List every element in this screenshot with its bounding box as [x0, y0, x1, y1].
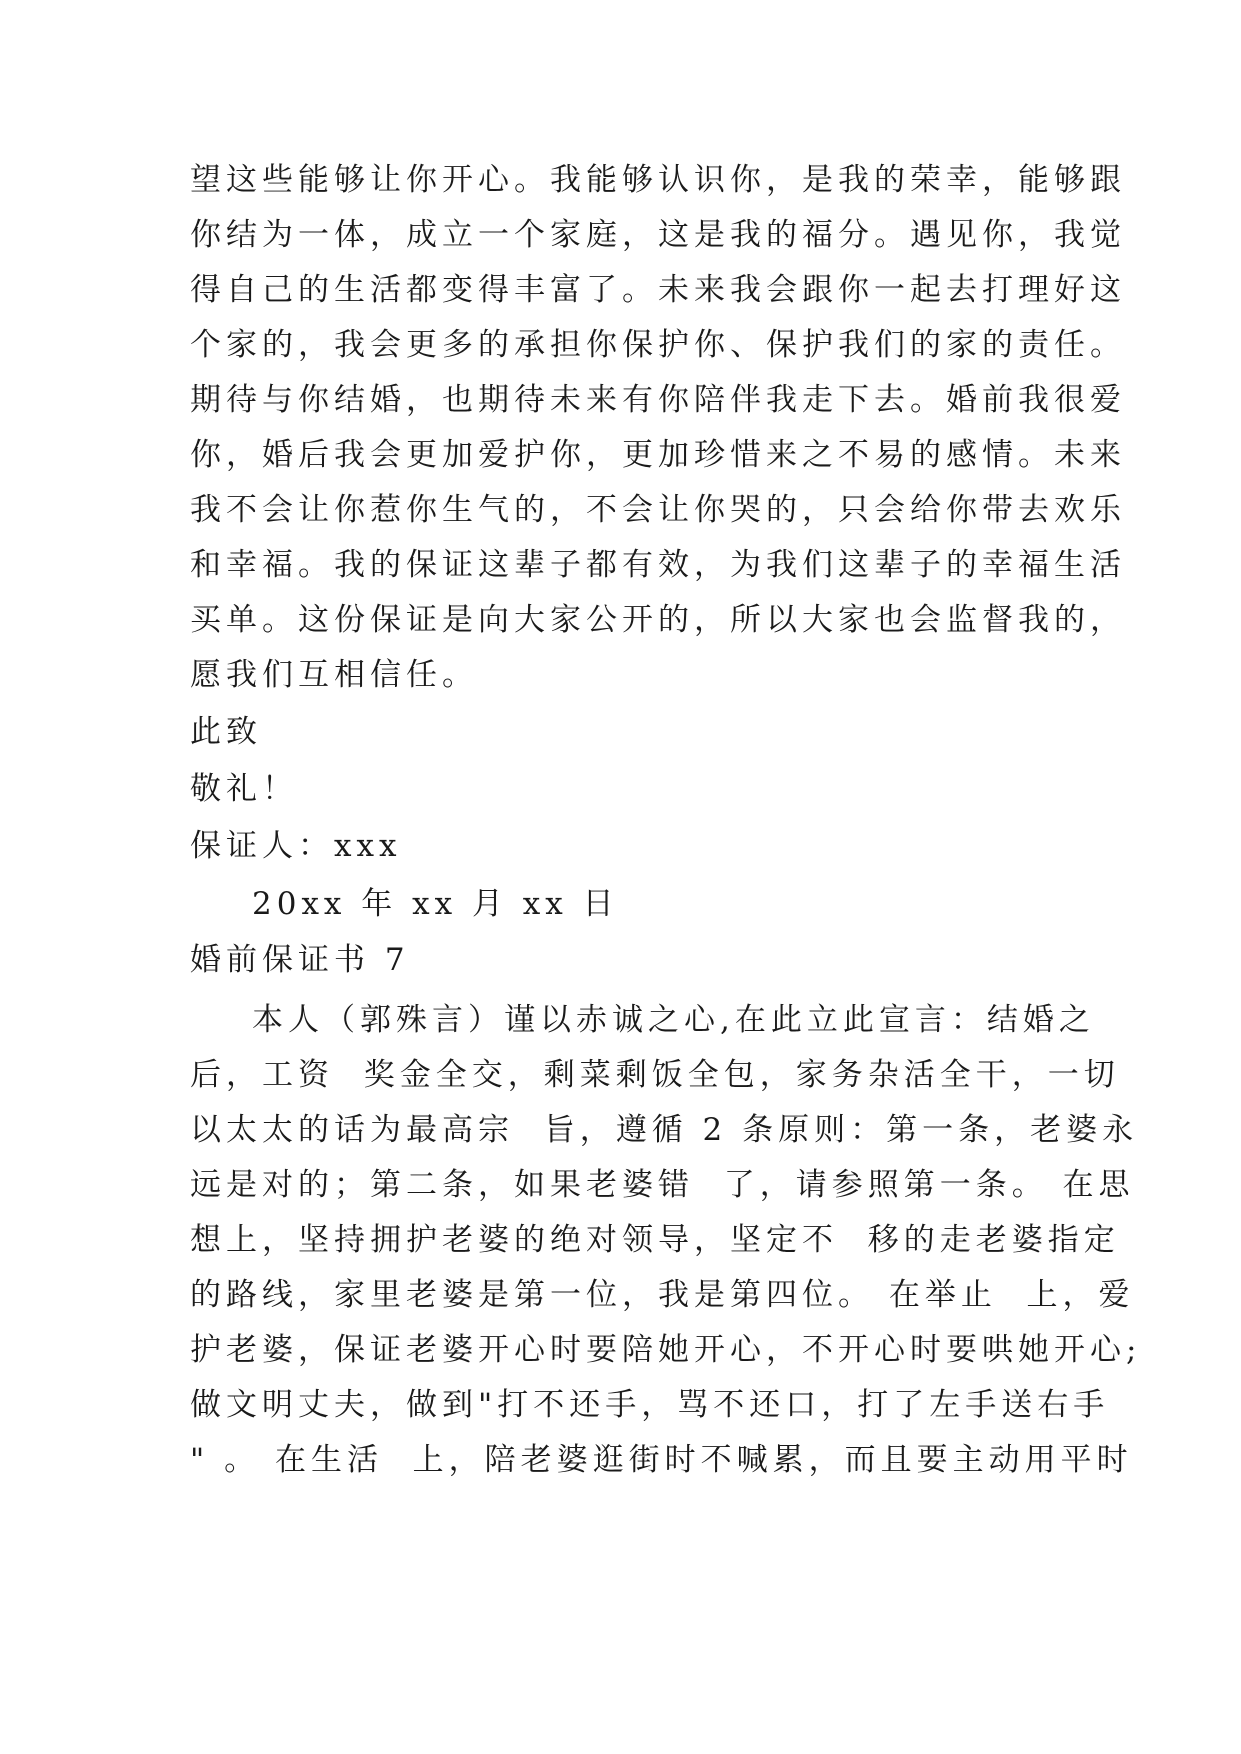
body-line: " 。 在生活 上，陪老婆逛街时不喊累，而且要主动用平时: [190, 1442, 1133, 1478]
body-line: 个家的，我会更多的承担你保护你、保护我们的家的责任。: [190, 327, 1126, 363]
body-line: 期待与你结婚，也期待未来有你陪伴我走下去。婚前我很爱: [190, 382, 1126, 418]
body-line: 的路线，家里老婆是第一位，我是第四位。 在举止 上，爱: [190, 1277, 1135, 1313]
body-line: 我不会让你惹你生气的，不会让你哭的，只会给你带去欢乐: [190, 492, 1126, 528]
body-line: 得自己的生活都变得丰富了。未来我会跟你一起去打理好这: [190, 272, 1126, 308]
body-line: 愿我们互相信任。: [190, 657, 478, 693]
letter-date: 20xx 年 xx 月 xx 日: [252, 886, 619, 922]
closing-salutation: 此致: [190, 714, 262, 750]
body-line: 本人（郭殊言）谨以赤诚之心,在此立此宣言：结婚之: [252, 1002, 1095, 1038]
body-line: 和幸福。我的保证这辈子都有效，为我们这辈子的幸福生活: [190, 547, 1126, 583]
guarantor-signature: 保证人：xxx: [190, 828, 402, 864]
body-line: 护老婆，保证老婆开心时要陪她开心，不开心时要哄她开心;: [190, 1332, 1142, 1368]
body-line: 后，工资 奖金全交，剩菜剩饭全包，家务杂活全干，一切: [190, 1057, 1120, 1093]
body-line: 买单。这份保证是向大家公开的，所以大家也会监督我的，: [190, 602, 1126, 638]
body-line: 以太太的话为最高宗 旨，遵循 2 条原则：第一条，老婆永: [190, 1112, 1139, 1148]
body-line: 做文明丈夫，做到"打不还手，骂不还口，打了左手送右手: [190, 1387, 1110, 1423]
body-line: 想上，坚持拥护老婆的绝对领导，坚定不 移的走老婆指定: [190, 1222, 1120, 1258]
body-line: 你结为一体，成立一个家庭，这是我的福分。遇见你，我觉: [190, 217, 1126, 253]
section-title: 婚前保证书 7: [190, 942, 410, 978]
body-line: 望这些能够让你开心。我能够认识你，是我的荣幸，能够跟: [190, 162, 1126, 198]
closing-regards: 敬礼！: [190, 771, 298, 807]
body-line: 你，婚后我会更加爱护你，更加珍惜来之不易的感情。未来: [190, 437, 1126, 473]
body-line: 远是对的；第二条，如果老婆错 了，请参照第一条。 在思: [190, 1167, 1135, 1203]
